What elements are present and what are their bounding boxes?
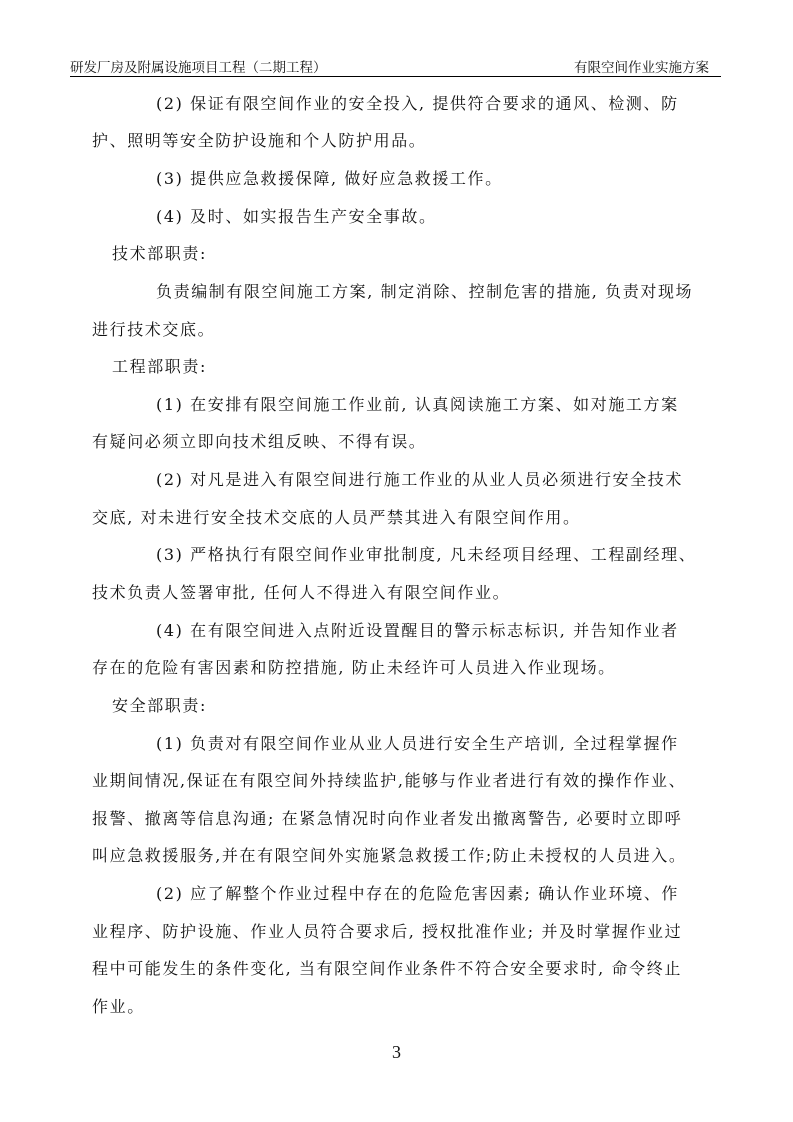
page-number: 3 <box>392 1042 401 1062</box>
text-line: (2) 对凡是进入有限空间进行施工作业的从业人员必须进行安全技术 <box>156 470 683 489</box>
text-line: 作业。 <box>92 997 145 1016</box>
text-line: 技术部职责: <box>112 244 207 263</box>
text-line: 安全部职责: <box>112 696 207 715</box>
text-line: 存在的危险有害因素和防控措施, 防止未经许可人员进入作业现场。 <box>92 658 616 677</box>
text-line: (2) 保证有限空间作业的安全投入, 提供符合要求的通风、检测、防 <box>156 94 679 113</box>
text-line: 有疑问必须立即向技术组反映、不得有误。 <box>92 432 427 451</box>
text-line: 业程序、防护设施、作业人员符合要求后, 授权批准作业; 并及时掌握作业过 <box>92 922 683 941</box>
text-line: 技术负责人签署审批, 任何人不得进入有限空间作业。 <box>92 583 511 602</box>
text-line: 报警、撤离等信息沟通; 在紧急情况时向作业者发出撤离警告, 必要时立即呼 <box>92 809 683 828</box>
text-line: (4) 及时、如实报告生产安全事故。 <box>156 207 437 226</box>
text-line: 业期间情况,保证在有限空间外持续监护,能够与作业者进行有效的操作作业、 <box>92 771 687 790</box>
text-line: (3) 提供应急救援保障, 做好应急救援工作。 <box>156 169 503 188</box>
text-line: 程中可能发生的条件变化, 当有限空间作业条件不符合安全要求时, 命令终止 <box>92 959 682 978</box>
text-line: 进行技术交底。 <box>92 320 216 339</box>
text-line: 护、照明等安全防护设施和个人防护用品。 <box>92 131 427 150</box>
text-line: (1) 负责对有限空间作业从业人员进行安全生产培训, 全过程掌握作 <box>156 734 679 753</box>
text-line: 工程部职责: <box>112 357 207 376</box>
text-line: 叫应急救援服务,并在有限空间外实施紧急救援工作;防止未授权的人员进入。 <box>92 846 687 865</box>
text-line: 交底, 对未进行安全技术交底的人员严禁其进入有限空间作用。 <box>92 508 581 527</box>
page-header <box>70 52 721 77</box>
text-line: (1) 在安排有限空间施工作业前, 认真阅读施工方案、如对施工方案 <box>156 395 679 414</box>
text-line: (4) 在有限空间进入点附近设置醒目的警示标志标识, 并告知作业者 <box>156 621 679 640</box>
header-project-title: 研发厂房及附属设施项目工程（二期工程） <box>70 60 327 76</box>
text-line: (3) 严格执行有限空间作业审批制度, 凡未经项目经理、工程副经理、 <box>156 545 697 564</box>
text-line: (2) 应了解整个作业过程中存在的危险危害因素; 确认作业环境、作 <box>156 884 680 903</box>
text-line: 负责编制有限空间施工方案, 制定消除、控制危害的措施, 负责对现场 <box>156 282 694 301</box>
header-document-title: 有限空间作业实施方案 <box>574 60 709 76</box>
